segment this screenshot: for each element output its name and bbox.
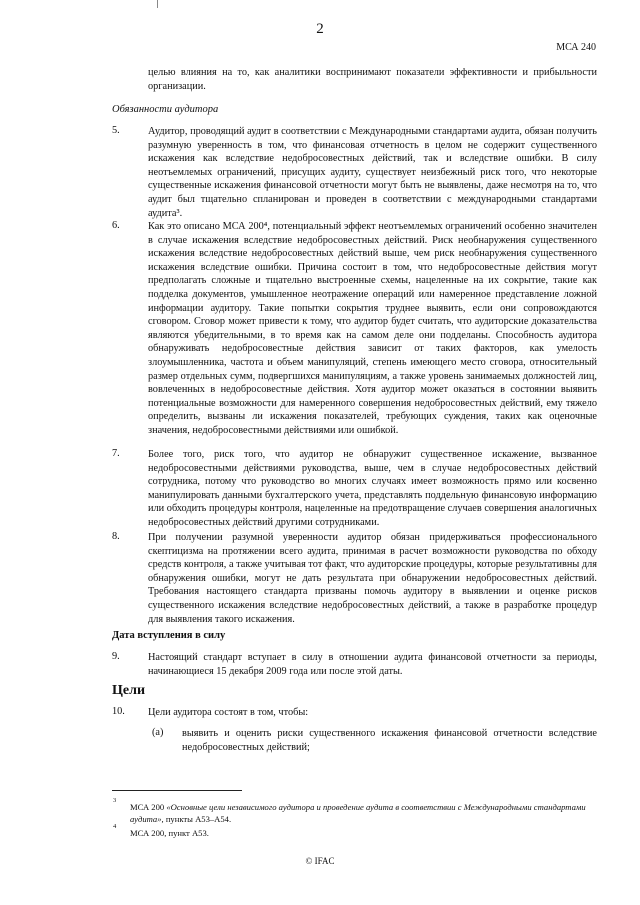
footnote-3-ref: МСА 200 (130, 802, 165, 812)
paragraph-10: Цели аудитора состоят в том, чтобы: (148, 707, 309, 718)
paragraph-number-6: 6. (112, 220, 120, 231)
paragraph-number-8: 8. (112, 531, 120, 542)
section-heading-goals: Цели (112, 683, 146, 698)
paragraph-number-10: 10. (112, 706, 125, 717)
paragraph-number-5: 5. (112, 125, 120, 136)
scan-mark (157, 0, 158, 8)
intro-paragraph: целью влияния на то, как аналитики воспринимают показатели эффективности и прибыльности организации. (148, 67, 597, 92)
paragraph-5: Аудитор, проводящий аудит в соответствии с Международными стандартами аудита, обязан получить разумную уверенность в том, что финансовая отчетность в целом не содержит существенного искажения как вследствие недобросовестных действий, так и вследствие ошибки. В силу неотъемлемых ограничений, присущих аудиту, существует неизбежный риск того, что некоторые существенные искажения финансовой отчетности могут быть не выявлены, даже несмотря на то, что аудит был тщательно спланирован и проведен в соответствии с международными стандартами аудита³. (148, 126, 597, 219)
footnote-mark-4: 4 (113, 823, 117, 830)
paragraph-8: При получении разумной уверенности аудитор обязан придерживаться профессионального скептицизма на протяжении всего аудита, принимая в расчет возможности руководства по обходу средств контроля, а также учитывая тот факт, что аудиторские процедуры, которые результативны для обнаружения ошибки, могут не дать результата при обнаружении недобросовестных действий. Требования настоящего стандарта призваны помочь аудитору в выявлении и оценке рисков существенного искажения вследствие недобросовестных действий, а также в разработке процедур для выявления такого искажения. (148, 532, 597, 625)
footnote-divider (112, 790, 242, 791)
paragraph-7: Более того, риск того, что аудитор не обнаружит существенное искажение, вызванное недобросовестными действиями руководства, выше, чем в случае недобросовестных действий сотрудника, потому что руководство во многих случаях имеет возможность прямо или косвенно манипулировать данными бухгалтерского учета, представлять поддельную финансовую информацию или обходить процедуры контроля, нацеленные на предотвращение случаев совершения аналогичных недобросовестных действий другими сотрудниками. (148, 449, 597, 528)
paragraph-6: Как это описано МСА 200⁴, потенциальный эффект неотъемлемых ограничений особенно значителен в случае искажения вследствие недобросовестных действий. Риск необнаружения существенного искажения вследствие недобросовестных действий выше, чем риск необнаружения существенного искажения вследствие ошибки. Причина состоит в том, что недобросовестные действия могут предполагать сложные и тщательно выстроенные схемы, нацеленные на их сокрытие, такие как подделка документов, умышленное неотражение операций или намеренное представление ложной информации аудитору. Такие попытки сокрытия труднее выявить, если они сопровождаются сговором. Сговор может привести к тому, что аудитор будет считать, что аудиторские доказательства являются убедительными, в то время как на самом деле они подделаны. Способность аудитора обнаруживать недобросовестные действия зависит от таких факторов, как умелость злоумышленника, частота и объем манипуляций, степень имеющего место сговора, относительный размер отдельных сумм, подвергшихся манипуляциям, а также уровень занимаемых должностей лиц, вовлеченных в недобросовестные действия. Хотя аудитор может оказаться в состоянии выявить потенциальные возможности для намеренного совершения недобросовестных действий, ему тяжело определить, вызваны ли искажения показателей, требующих суждения, таких как оценочные значения, недобросовестными действиями или ошибкой. (148, 221, 597, 436)
copyright-footer: © IFAC (305, 856, 335, 866)
footnote-3 (130, 801, 600, 825)
list-item-a: выявить и оценить риски существенного искажения финансовой отчетности вследствие недобросовестных действий; (182, 728, 597, 753)
paragraph-9: Настоящий стандарт вступает в силу в отношении аудита финансовой отчетности за периоды, начинающиеся 15 декабря 2009 года или после этой даты. (148, 652, 597, 677)
page-number: 2 (316, 21, 324, 37)
paragraph-number-7: 7. (112, 448, 120, 459)
section-heading-duties: Обязанности аудитора (112, 104, 219, 115)
list-item-label-a: (a) (152, 727, 164, 738)
footnote-mark-3: 3 (113, 797, 117, 804)
section-heading-effective-date: Дата вступления в силу (112, 630, 226, 641)
paragraph-number-9: 9. (112, 651, 120, 662)
footnote-4: МСА 200, пункт А53. (130, 828, 209, 838)
document-code: МСА 240 (556, 42, 596, 53)
footnote-3-title: «Основные цели независимого аудитора и проведение аудита в соответствии с Международными стандартами аудита» (130, 802, 586, 824)
footnote-3-suffix: , пункты А53–А54. (161, 814, 232, 824)
